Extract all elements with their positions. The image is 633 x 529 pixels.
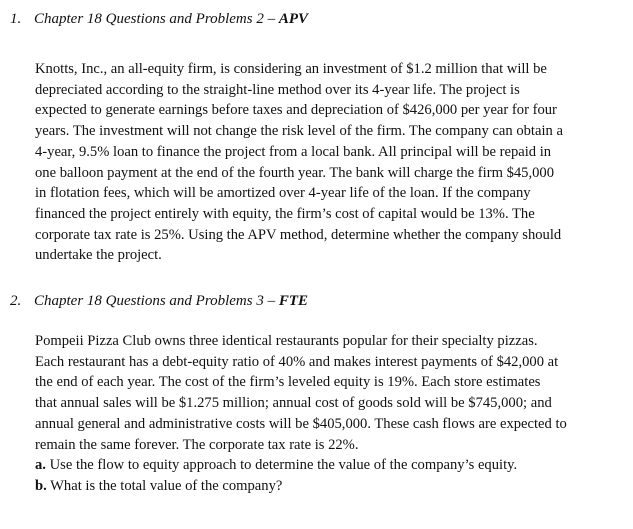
question-a-text: Use the flow to equity approach to determine the value of the company’s equity.: [45, 457, 518, 474]
problem-1-heading: [10, 10, 308, 29]
problem-1-line: Knotts, Inc., an all-equity firm, is considering an investment of $1.2 million that will be: [35, 61, 547, 77]
question-b-label: b.: [35, 477, 47, 494]
question-b: [35, 476, 625, 497]
problem-2-line: remain the same forever. The corporate tax rate is 22%.: [35, 436, 359, 453]
problem-1-body: [35, 59, 625, 266]
problem-1-method: APV: [278, 11, 309, 27]
problem-2-line: that annual sales will be $1.275 million; annual cost of goods sold will be $745,000; and: [35, 395, 552, 412]
problem-2-line: Each restaurant has a debt-equity ratio of 40% and makes interest payments of $42,000 at: [35, 353, 559, 370]
problem-2-method: FTE: [278, 293, 309, 309]
question-a-label: a.: [35, 457, 46, 474]
problem-1-line: expected to generate earnings before taxes and depreciation of $426,000 per year for four: [35, 102, 557, 119]
problem-2-heading-text: Chapter 18 Questions and Problems 3 –: [34, 293, 279, 309]
problem-1-line: corporate tax rate is 25%. Using the APV method, determine whether the company should: [35, 226, 562, 243]
problem-1-line: financed the project entirely with equity, the firm’s cost of capital would be 13%. The: [35, 205, 535, 222]
problem-1-line: depreciated according to the straight-line method over its 4-year life. The project is: [35, 81, 520, 98]
problem-2-body: [35, 331, 625, 497]
question-a: [35, 455, 625, 476]
problem-2-heading: [10, 292, 308, 311]
problem-2-line: Pompeii Pizza Club owns three identical restaurants popular for their specialty pizzas.: [35, 333, 538, 349]
problem-1-line: undertake the project.: [35, 247, 162, 264]
problem-2-line: annual general and administrative costs will be $405,000. These cash flows are expected to: [35, 415, 567, 432]
problem-1-line: years. The investment will not change the risk level of the firm. The company can obtain a: [35, 123, 563, 140]
problem-1-line: 4-year, 9.5% loan to finance the project from a local bank. All principal will be repaid in: [35, 143, 552, 160]
problem-2-line: the end of each year. The cost of the firm’s leveled equity is 19%. Each store estimates: [35, 374, 541, 391]
problem-1-number: 1.: [10, 11, 22, 27]
problem-1-heading-text: Chapter 18 Questions and Problems 2 –: [34, 11, 279, 27]
problem-1-line: in flotation fees, which will be amortized over 4-year life of the loan. If the company: [35, 185, 531, 202]
question-b-text: What is the total value of the company?: [46, 477, 283, 494]
problem-2-number: 2.: [10, 293, 22, 309]
problem-1-line: one balloon payment at the end of the fourth year. The bank will charge the firm $45,000: [35, 164, 555, 181]
